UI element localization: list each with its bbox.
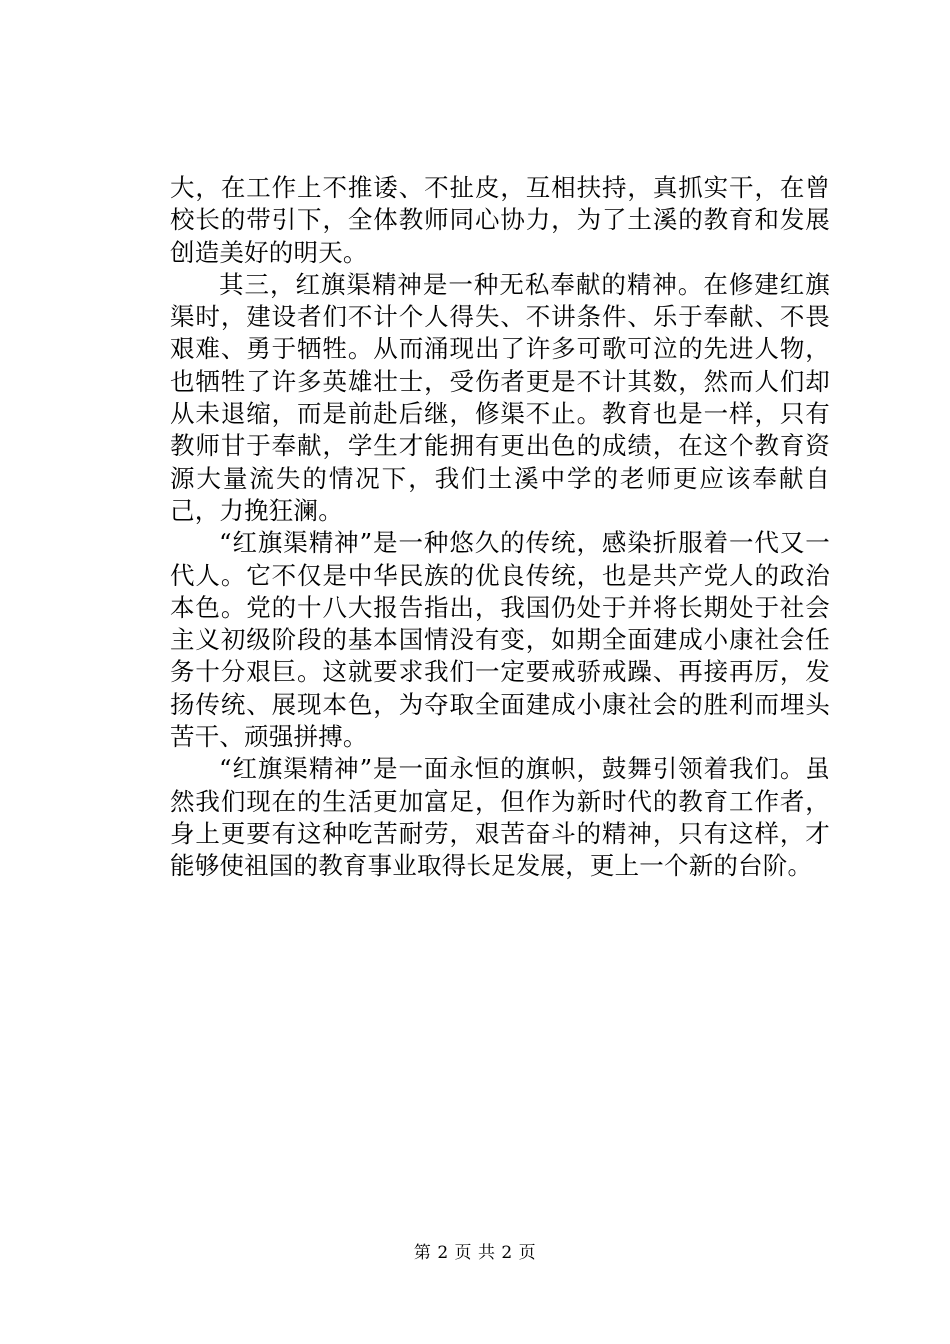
paragraph-tradition: “红旗渠精神”是一种悠久的传统，感染折服着一代又一代人。它不仅是中华民族的优良传统，也是共产党人的政治本色。党的十八大报告指出，我国仍处于并将长期处于社会主义初级阶段的基本国情没有变，如期全面建成小康社会任务十分艰巨。这就要求我们一定要戒骄戒躁、再接再厉，发扬传统、展现本色，为夺取全面建成小康社会的胜利而埋头苦干、顽强拼搏。 [170,528,830,752]
paragraph-continuation: 大，在工作上不推诿、不扯皮，互相扶持，真抓实干，在曾校长的带引下，全体教师同心协力，为了土溪的教育和发展创造美好的明天。 [170,173,830,267]
paragraph-third-point: 其三，红旗渠精神是一种无私奉献的精神。在修建红旗渠时，建设者们不计个人得失、不讲条件、乐于奉献、不畏艰难、勇于牺牲。从而涌现出了许多可歌可泣的先进人物，也牺牲了许多英雄壮士，受伤者更是不计其数，然而人们却从未退缩，而是前赴后继，修渠不止。教育也是一样，只有教师甘于奉献，学生才能拥有更出色的成绩，在这个教育资源大量流失的情况下，我们土溪中学的老师更应该奉献自己，力挽狂澜。 [170,269,830,525]
document-body [170,172,830,883]
paragraph-banner: “红旗渠精神”是一面永恒的旗帜，鼓舞引领着我们。虽然我们现在的生活更加富足，但作为新时代的教育工作者，身上更要有这种吃苦耐劳，艰苦奋斗的精神，只有这样，才能够使祖国的教育事业取得长足发展，更上一个新的台阶。 [170,754,830,881]
page-footer: 第 2 页 共 2 页 [413,1243,537,1263]
